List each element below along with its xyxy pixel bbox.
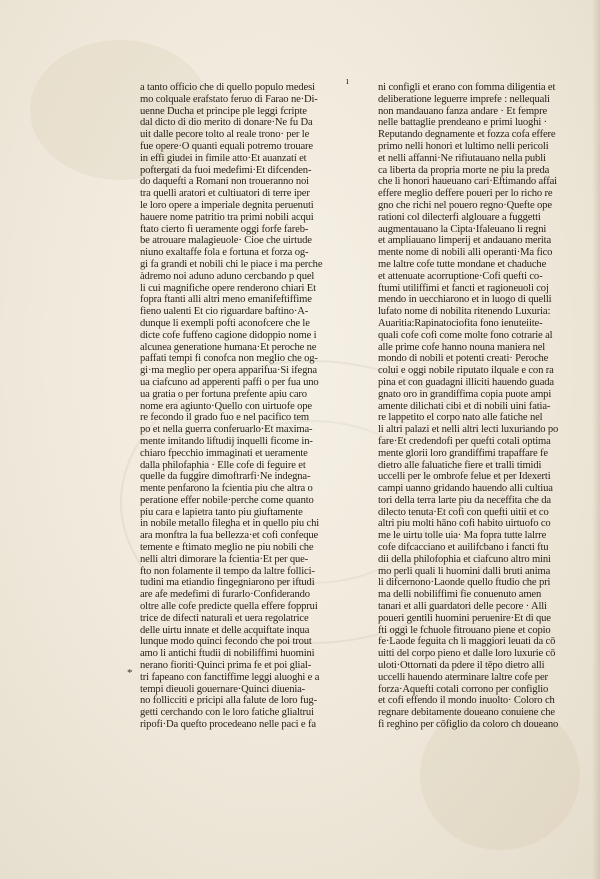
text-line: tanari et alli guardatori delle pecore · Alli [378,601,547,613]
text-line: a tanto officio che di quello populo medesi [140,82,315,93]
margin-mark: * [127,667,133,679]
text-line: Reputando degnamente et fozza cofa effere [378,129,556,141]
text-line: tori della terra larte piu da neceffita che da [378,494,551,506]
text-line: rationi col dilecterfi alglouare a fuggetti [378,211,541,223]
text-line: li difcernono·Laonde quello ftudio che pri [378,577,551,589]
text-line: uitti del corpo pieno et dalle loro luxurie cō [378,648,556,660]
text-line: gi fa grandi et nobili chi le piace i ma perche [140,258,323,270]
text-line: tempi dieuoli gouernare·Quinci diuenia- [140,683,306,695]
text-line: gnato oro in grandiffima copia puote ampi [378,388,552,400]
text-line: uit dalle pecore tolto al reale trono· per le [140,129,310,141]
text-line: cofe difcacciano et auilifcbano i fancti ftu [378,542,549,554]
text-line: fe·Laode feguita ch li maggiori leuati da cō [378,636,556,648]
text-line: alcunea generatione humana·Et peroche ne [140,341,317,353]
text-line: dietro alle faluatiche fiere et tralli timidi [378,459,542,471]
text-line: dilecto tenuta·Et cofi con quefti uitii et co [378,506,549,518]
text-line: Auaritia:Rapinatociofita fono ienuteiite- [378,317,543,329]
right-text-column [378,82,588,731]
text-line: me le uirtu tolle uia· Ma fopra tutte lalrre [378,530,547,542]
text-line: me laltre cofe tutte mondane et chaduche [378,258,547,270]
text-line: uenne Ducha et principe ple leggi fcripte [140,105,307,117]
text-line: augmentauano la Cipta·Ifaleuano li regni [378,223,547,235]
text-line: amente dilichati cibi et di nobili uini fatia- [378,400,551,412]
text-line: ftato cierto fi ueramente oggi forfe fareb- [140,223,309,235]
text-line: ni configli et erano con fomma diligentia et [378,82,556,93]
text-line: fue opere·O quanti equali potremo trouare [140,140,313,152]
left-text-column [140,82,348,731]
text-line: uloti·Ottornati da pdere il tēpo dietro alli [378,660,545,672]
text-line: mente nome di nobili alli operanti·Ma fico [378,247,553,259]
text-line: fi reghino per cōfiglio da coloro ch doueano [378,719,559,731]
text-line: lufato nome di nobilita ritenendo Luxuria: [378,306,551,318]
text-line: fto non folamente il tempo da laltre follici- [140,565,315,577]
text-line: li altri palazi et nelli altri lecti luxuriando po [378,424,559,436]
text-line: non mandauano fanza andare · Et fempre [378,105,548,117]
text-line: in effi giudei in fimile atto·Et auanzatí et [140,152,307,164]
text-line: tra quelli aratori et cultiuatori di terre iper [140,188,310,200]
text-line: lunque modo quinci fecondo che poi trout [140,636,312,648]
text-line: fti oggi le fchuole fitrouano piene et copio [378,624,551,636]
text-line: are afe medefimi di furarlo·Confiderando [140,589,310,601]
text-line: uccelli hauendo aterminare laltre cofe per [378,671,548,683]
text-line: dunque li exempli pofti aconofcere che le [140,317,310,329]
text-line: mondo di nobili et potenti creati· Peroche [378,353,549,365]
text-line: quali cofe cofi come molte fono cotrarie al [378,329,553,341]
text-line: ma delli nobiliffimi fie conuenuto amen [378,589,542,601]
text-line: po et nella guerra conferuarlo·Et maxima- [140,424,313,436]
text-line: be atrouare malagieuole· Cioe che uirtude [140,235,312,247]
text-line: temente e ftimato meglio ne piu nobili che [140,542,314,554]
text-line: colui e oggi nobile riputato ilquale e con ra [378,365,554,377]
text-line: poftergati da fuoi medefimi·Et difcenden- [140,164,312,176]
text-line: paffati tempi fi conofca non meglio che og- [140,353,318,365]
text-line: trice de difecti naturali et uera regolatrice [140,612,309,624]
text-line: li cui magnifiche opere renderono chiari Et [140,282,316,294]
text-line: hauere nome patritio tra primi nobili acqui [140,211,314,223]
text-line: re lappetito el corpo nato alle fatiche nel [378,412,543,424]
text-line: tudini ma etiandio fingegniarono per iftudi [140,577,315,589]
text-line: oltre alle cofe predicte quella effere fopprui [140,601,318,613]
text-line: no follicciti e pricipi alla falute de loro fug- [140,695,317,707]
text-line: mente imitando liftudij inquelli ficome in- [140,435,313,447]
text-line: che li honori haueuano cari·Eftimando affai [378,176,557,188]
text-line: dii della philofophia et ciafcuno altro mini [378,553,551,565]
text-line: in nobile metallo filegha et in quello piu chi [140,518,320,530]
text-line: mo perli quali li huomini dalli bruti anima [378,565,551,577]
text-line: alle prime cofe hanno nouna maniera nel [378,341,546,353]
text-line: fopra ftanti alli altri meno emanifeftiffime [140,294,312,306]
text-line: mente penfarono la fcientia piu che altra o [140,483,313,495]
text-line: fare·Et credendofi per quefti cotali optima [378,435,551,447]
text-line: uccelli per le ombrofe felue et per Idexerti [378,471,551,483]
text-line: ara monftra la fua bellezza·et cofi confeque [140,530,319,542]
text-line: altri piu molti hāno cofi habito uirtuofo co [378,518,551,530]
text-line: et cofi effendo il mondo inuolto· Coloro ch [378,695,555,707]
text-line: et attenuate acorruptione·Cofi quefti co- [378,270,543,282]
text-line: gi·ma meglio per opera apparifua·Si ifegna [140,365,317,377]
text-line: deliberatione leguerre imprefe : nellequali [378,93,550,105]
text-line: mendo in uecchiarono et in luogo di quelli [378,294,552,306]
text-line: mo colquale erafstato feruo di Farao ne·Di- [140,93,318,105]
text-line: dal dicto di dio merito di donare·Ne fu Da [140,117,313,129]
text-line: ca liberta da propria morte ne piu la preda [378,164,550,176]
text-line: chiaro fpecchio immaginati et ueramente [140,447,308,459]
text-line: àdremo noi aduno aduno cercbando p quel [140,270,315,282]
text-line: primo nelli honori et lultimo nelli pericoli [378,140,549,152]
text-line: et nelli affanni·Ne rifiutauano nella publi [378,152,546,164]
text-line: gno che richi nel pouero regno·Quefte ope [378,199,552,211]
text-line: nerano fioriti·Quinci prima fe et poi glial- [140,660,312,672]
text-line: mente glorii loro grandiffimi trapaffare fe [378,447,548,459]
text-line: poueri gentili huomini peruenire·Et di que [378,612,551,624]
text-line: niuno exaltaffe fola e fortuna et forza og- [140,247,309,259]
text-line: ripofi·Da quefto procedeano nelle paci e fa [140,719,316,731]
text-line: pina et con guadagni illiciti hauendo guada [378,376,554,388]
text-line: nelle battaglie prendeano e primi luoghi · [378,117,548,129]
text-line: dicte cofe fuffeno cagione didoppio nome i [140,329,317,341]
text-line: effere meglio deffere poueri per lo richo re [378,188,553,200]
text-line: nelli altri dimorare la fcientia·Et per que- [140,553,309,565]
text-line: ua ciafcuno ad apperenti paffi o per fua uno [140,376,319,388]
text-line: piu cara e lapietra tanto piu giuftamente [140,506,303,518]
text-line: re fecondo il grado fuo e nel pacifico tem [140,412,310,424]
text-line: ftumi utiliffimi et fancti et ragioneuoli coj [378,282,549,294]
text-line: dalla philofaphia · Elle cofe di feguire et [140,459,306,471]
text-line: et ampliauano limperij et andauano merita [378,235,551,247]
text-line: quelle da fuggire dimoftrarfi·Ne indegna- [140,471,311,483]
text-line: ua gratia o per fortuna prefente apiu caro [140,388,307,400]
text-line: tri fapeano con fanctiffime leggi aluoghi e a [140,671,320,683]
text-line: regnare debitamente doueano conuiene che [378,707,555,719]
text-line: fieno ualenti Et cio riguardare baftino·A- [140,306,309,318]
text-line: peratione effer nobile·perche come quanto [140,494,314,506]
text-line: nome era agiunto·Quello con uirtuofe ope [140,400,312,412]
text-line: le loro opere a imperiale degnita peruenuti [140,199,314,211]
text-line: delle uirtu innate et delle acquiftate inqua [140,624,310,636]
text-line: amo li antichi ftudii di nobiliffimi huomini [140,648,315,660]
column-tick-mark: ı [346,76,349,87]
text-line: campi uanno gridando hauendo alli cultiua [378,483,553,495]
text-line: forza·Aquefti cotali corrono per configlio [378,683,549,695]
text-line: do daquefti a Romani non troueranno noi [140,176,309,188]
text-line: getti cerchando con le loro fatiche glialtrui [140,707,314,719]
page-edge-shadow [592,0,600,879]
